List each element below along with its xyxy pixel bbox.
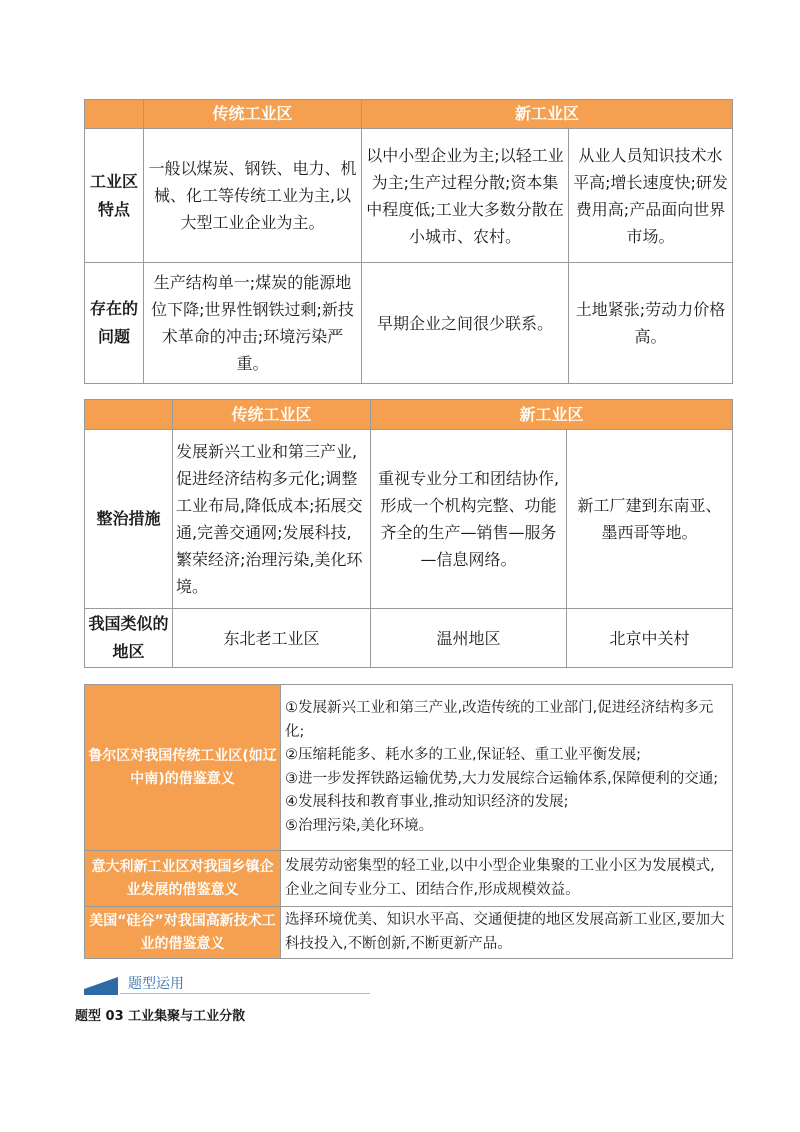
ruhr-item-2: ②压缩耗能多、耗水多的工业,保证轻、重工业平衡发展; (285, 747, 641, 763)
section-label: 题型运用 (128, 976, 184, 992)
section-marker-bar (84, 989, 118, 995)
ruhr-item-4: ④发展科技和教育事业,推动知识经济的发展; (285, 794, 569, 810)
label-ruhr: 鲁尔区对我国传统工业区(如辽中南)的借鉴意义 (85, 685, 281, 851)
industrial-zone-comparison-table (84, 99, 733, 384)
section-heading (84, 974, 369, 994)
label-silicon-valley: 美国“硅谷”对我国高新技术工业的借鉴意义 (85, 907, 281, 959)
header-new: 新工业区 (362, 100, 733, 129)
ruhr-items (281, 685, 733, 851)
question-title: 题型 03 工业集聚与工业分散 (75, 1009, 246, 1024)
traditional-measures: 发展新兴工业和第三产业,促进经济结构多元化;调整工业布局,降低成本;拓展交通,完善交通网;发展科技,繁荣经济;治理污染,美化环境。 (173, 430, 371, 609)
ruhr-item-3: ③进一步发挥铁路运输优势,大力发展综合运输体系,保障便利的交通; (285, 770, 719, 787)
row-label-measures: 整治措施 (85, 430, 173, 609)
row-label-similar-regions: 我国类似的地区 (85, 609, 173, 668)
corner-cell (85, 100, 144, 129)
new-measures-a: 重视专业分工和团结协作,形成一个机构完整、功能齐全的生产—销售—服务—信息网络。 (371, 430, 567, 609)
ruhr-item-1: ①发展新兴工业和第三产业,改造传统的工业部门,促进经济结构多元化; (285, 700, 714, 740)
new-problems-a: 早期企业之间很少联系。 (362, 263, 569, 384)
header-traditional: 传统工业区 (173, 400, 371, 430)
silicon-valley-text: 选择环境优美、知识水平高、交通便捷的地区发展高新工业区,要加大科技投入,不断创新,不断更新产品。 (281, 907, 733, 959)
header-traditional: 传统工业区 (144, 100, 362, 129)
similar-traditional: 东北老工业区 (173, 609, 371, 668)
reference-significance-table (84, 684, 733, 959)
similar-new-b: 北京中关村 (567, 609, 733, 668)
header-new: 新工业区 (371, 400, 733, 430)
traditional-problems: 生产结构单一;煤炭的能源地位下降;世界性钢铁过剩;新技术革命的冲击;环境污染严重。 (144, 263, 362, 384)
similar-new-a: 温州地区 (371, 609, 567, 668)
industrial-zone-measures-table (84, 399, 733, 668)
ruhr-item-5: ⑤治理污染,美化环境。 (285, 817, 434, 834)
row-label-problems: 存在的问题 (85, 263, 144, 384)
row-label-features: 工业区特点 (85, 129, 144, 263)
new-measures-b: 新工厂建到东南亚、墨西哥等地。 (567, 430, 733, 609)
new-features-a: 以中小型企业为主;以轻工业为主;生产过程分散;资本集中程度低;工业大多数分散在小城市、农村。 (362, 129, 569, 263)
section-marker-icon (84, 977, 118, 989)
traditional-features: 一般以煤炭、钢铁、电力、机械、化工等传统工业为主,以大型工业企业为主。 (144, 129, 362, 263)
new-features-b: 从业人员知识技术水平高;增长速度快;研发费用高;产品面向世界市场。 (569, 129, 733, 263)
corner-cell (85, 400, 173, 430)
label-italy: 意大利新工业区对我国乡镇企业发展的借鉴意义 (85, 851, 281, 907)
new-problems-b: 土地紧张;劳动力价格高。 (569, 263, 733, 384)
italy-text: 发展劳动密集型的轻工业,以中小型企业集聚的工业小区为发展模式,企业之间专业分工、团结合作,形成规模效益。 (281, 851, 733, 907)
